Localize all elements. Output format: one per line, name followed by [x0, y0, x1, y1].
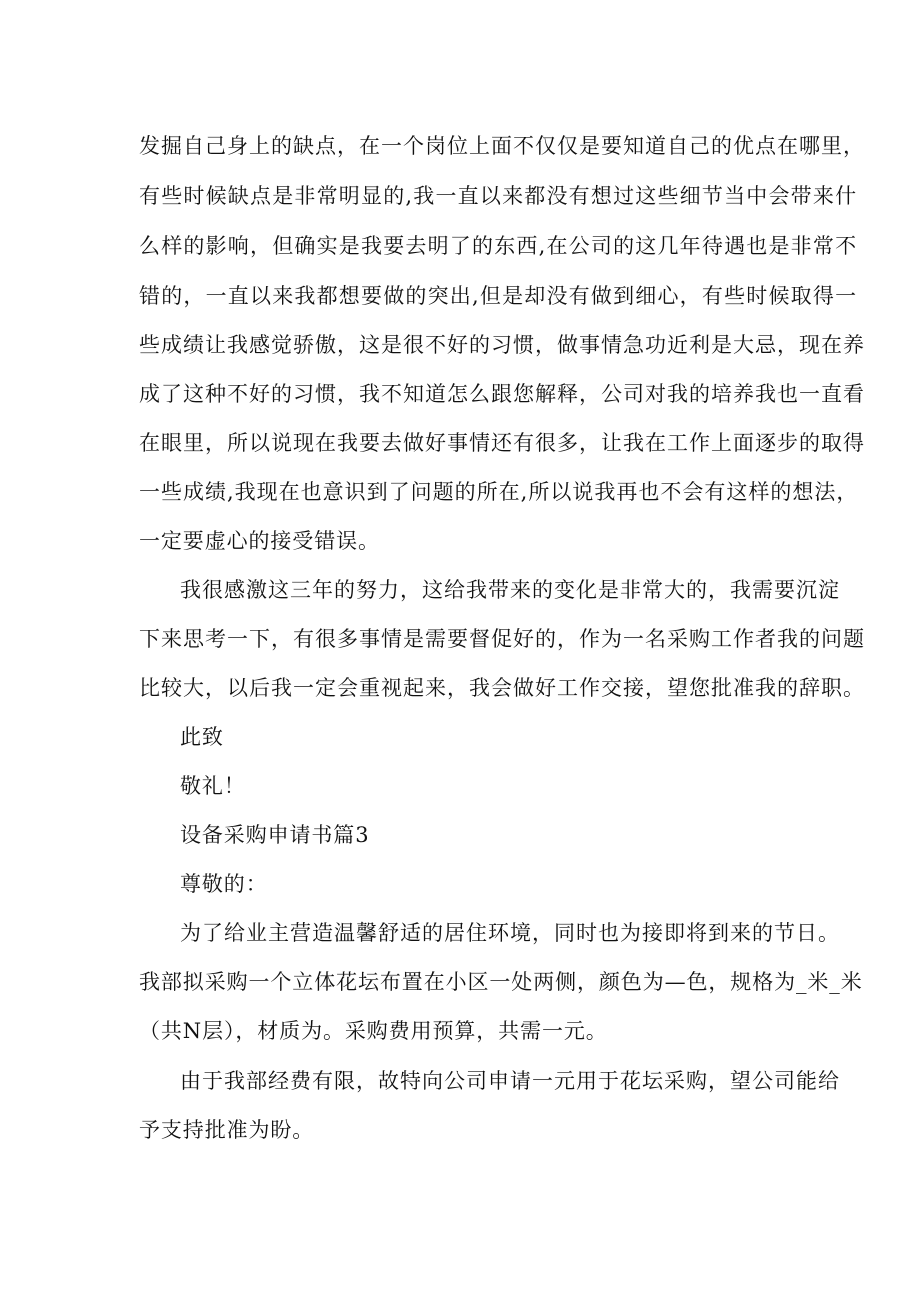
- text-line: 发掘自己身上的缺点，在一个岗位上面不仅仅是要知道自己的优点在哪里，: [139, 134, 865, 158]
- section-title: 设备采购申请书篇3: [180, 823, 370, 847]
- text-line: 比较大，以后我一定会重视起来，我会做好工作交接，望您批准我的辞职。: [139, 676, 865, 700]
- text-line: 在眼里，所以说现在我要去做好事情还有很多，让我在工作上面逐步的取得: [139, 431, 865, 455]
- greeting-line: 尊敬的：: [180, 872, 268, 896]
- closing-line: 此致: [180, 725, 224, 749]
- text-line: 由于我部经费有限，故特向公司申请一元用于花坛采购，望公司能给: [180, 1069, 840, 1093]
- text-line: 我部拟采购一个立体花坛布置在小区一处两侧，颜色为—色，规格为_米_米: [139, 970, 863, 994]
- text-line: 些成绩让我感觉骄傲，这是很不好的习惯，做事情急功近利是大忌，现在养: [139, 333, 865, 357]
- text-line: 我很感激这三年的努力，这给我带来的变化是非常大的，我需要沉淀: [180, 578, 840, 602]
- text-line: （共N层），材质为。采购费用预算，共需一元。: [139, 1019, 608, 1043]
- text-line: 有些时候缺点是非常明显的,我一直以来都没有想过这些细节当中会带来什: [139, 184, 858, 208]
- text-line: 下来思考一下，有很多事情是需要督促好的，作为一名采购工作者我的问题: [139, 627, 865, 651]
- text-line: 一些成绩,我现在也意识到了问题的所在,所以说我再也不会有这样的想法，: [139, 480, 859, 504]
- text-line: 成了这种不好的习惯，我不知道怎么跟您解释，公司对我的培养我也一直看: [139, 382, 865, 406]
- text-line: 错的，一直以来我都想要做的突出,但是却没有做到细心，有些时候取得一: [139, 284, 858, 308]
- salute-line: 敬礼！: [180, 774, 246, 798]
- text-line: 么样的影响，但确实是我要去明了的东西,在公司的这几年待遇也是非常不: [139, 234, 858, 258]
- text-line: 予支持批准为盼。: [139, 1118, 315, 1142]
- text-line: 一定要虚心的接受错误。: [139, 529, 380, 553]
- text-line: 为了给业主营造温馨舒适的居住环境，同时也为接即将到来的节日。: [180, 921, 840, 945]
